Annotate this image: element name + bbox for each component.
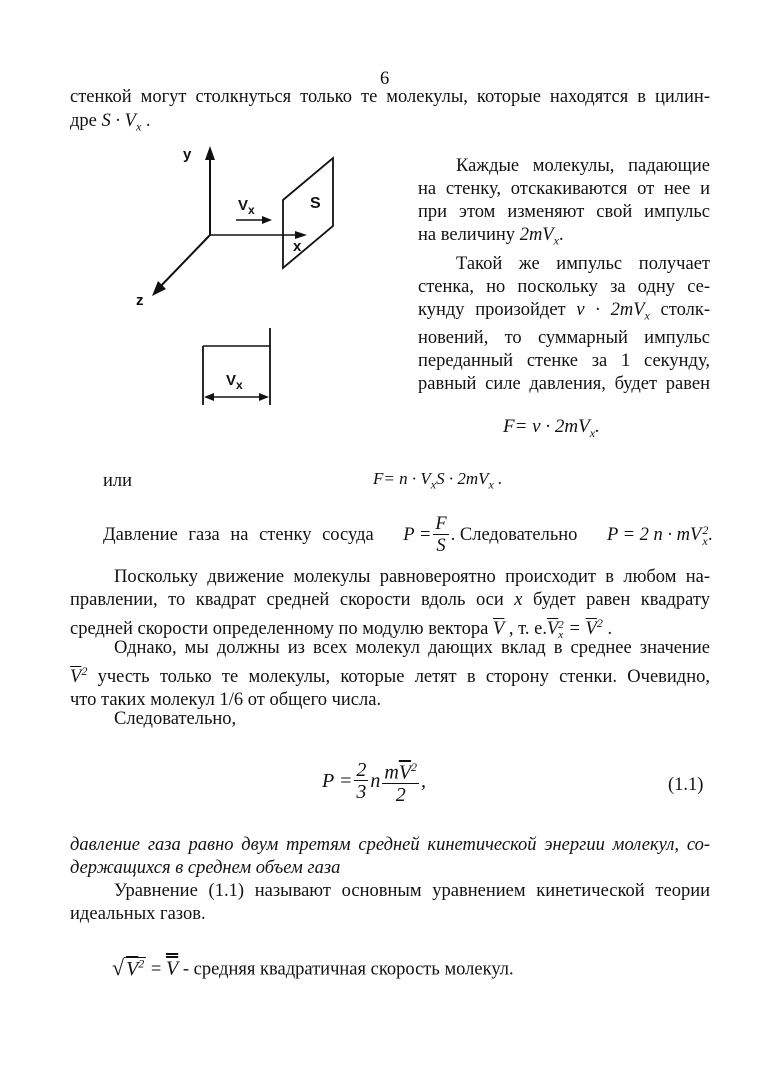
para3-v-sup: 2 bbox=[81, 664, 88, 678]
italic-statement bbox=[70, 834, 710, 880]
intro-line-1: стенкой могут столкнуться только те молекулы, которые находятся в цилин- bbox=[70, 87, 710, 107]
s-label: S bbox=[310, 195, 321, 212]
paragraph-4 bbox=[70, 880, 710, 926]
pressure-formula-2 bbox=[607, 524, 713, 547]
para2-l2-a: правлении, то квадрат средней скорости вдоль оси bbox=[70, 590, 515, 610]
sqrt-symbol: √ bbox=[112, 954, 125, 980]
vx-label-sub: x bbox=[248, 203, 255, 217]
ili-word: или bbox=[103, 471, 133, 491]
para2-eq: = bbox=[563, 619, 586, 640]
paragraph-2 bbox=[70, 566, 710, 641]
formula-force-2 bbox=[373, 469, 502, 492]
pressure-text-2: . Следовательно bbox=[450, 525, 578, 545]
pressure-fraction bbox=[433, 514, 448, 557]
pressure-den: S bbox=[436, 536, 446, 556]
y-axis-arrow bbox=[205, 146, 215, 160]
side-line-7 bbox=[418, 299, 710, 328]
side-l7-text: кунду произойдет bbox=[418, 299, 577, 320]
side-line-10: равный силе давления, будет равен bbox=[418, 374, 710, 395]
formula2-b: S · 2mV bbox=[436, 469, 489, 488]
formula1-main: F= ν · 2mV bbox=[503, 416, 590, 437]
para3-v: $\overline{V}$ bbox=[70, 667, 82, 688]
y-axis-label: y bbox=[183, 146, 192, 163]
pressure-num: F bbox=[435, 514, 447, 534]
pressure-text-1: Давление газа на стенку сосуда bbox=[103, 525, 374, 545]
para3-line-3: что таких молекул 1/6 от общего числа. bbox=[70, 690, 382, 711]
side-text bbox=[418, 155, 710, 396]
vx-label-main: V bbox=[238, 197, 249, 214]
italic-line-1: давление газа равно двум третям средней кинетической энергии молекул, со- bbox=[70, 835, 710, 855]
cyl-dim-right-arrow bbox=[259, 393, 269, 401]
side-l7-sub: x bbox=[644, 308, 650, 323]
z-axis-label: z bbox=[136, 292, 144, 309]
last-v: V bbox=[165, 957, 179, 980]
italic-line-2: держащихся в среднем объем газа bbox=[70, 858, 341, 878]
para2-l2-x: x bbox=[514, 590, 523, 610]
pressure-f2-main: P = 2 n · mV bbox=[606, 525, 702, 545]
pressure-f2-end: . bbox=[708, 525, 713, 545]
wall-s bbox=[283, 158, 333, 268]
main-frac2-v: $\overline{V}$ bbox=[398, 761, 412, 784]
side-l4-text: на величину bbox=[418, 225, 520, 245]
para4-line-2: идеальных газов. bbox=[70, 904, 206, 924]
main-frac2-m: m bbox=[384, 761, 399, 784]
sledovatelno: Следовательно, bbox=[114, 709, 237, 729]
para2-l3-end: . bbox=[602, 619, 613, 640]
main-formula-n: n bbox=[370, 769, 381, 792]
intro-text: дре bbox=[70, 111, 97, 131]
para2-l2-b: будет равен квадрату bbox=[522, 590, 710, 610]
bottom-vx-label bbox=[226, 372, 243, 392]
pressure-formula-1 bbox=[403, 514, 577, 557]
sqrt-sup: 2 bbox=[138, 956, 145, 970]
side-line-6: стенка, но поскольку за одну се- bbox=[418, 276, 710, 297]
last-eq: = bbox=[146, 959, 166, 980]
x-axis-label: x bbox=[293, 238, 302, 255]
side-line-8: новений, то суммарный импульс bbox=[418, 328, 710, 349]
formula2-end: . bbox=[493, 469, 503, 488]
para2-f2-sup: 2 bbox=[596, 616, 603, 630]
side-line-1: Каждые молекулы, падающие bbox=[456, 156, 710, 176]
sqrt-v: V bbox=[126, 957, 139, 980]
side-line-5: Такой же импульс получает bbox=[456, 253, 710, 274]
para2-line-2 bbox=[70, 589, 710, 612]
formula2-a: F= n · V bbox=[373, 469, 431, 488]
para2-f1-sub: x bbox=[558, 628, 564, 641]
para2-line-1: Поскольку движение молекулы равновероятно происходит в любом на- bbox=[114, 567, 710, 587]
para2-l3-v: $\overline{V}$ bbox=[492, 619, 505, 640]
side-line-3: при этом изменяют свой импульс bbox=[418, 202, 710, 222]
main-formula-comma: , bbox=[421, 769, 427, 792]
main-formula-p-eq: P = bbox=[322, 769, 353, 792]
paragraph-3 bbox=[70, 637, 710, 712]
para4-line-1: Уравнение (1.1) называют основным уравнением кинетической теории bbox=[114, 881, 710, 901]
formula1-end: . bbox=[595, 416, 600, 437]
last-line bbox=[112, 952, 514, 982]
z-axis bbox=[157, 235, 210, 290]
para2-l3-a: средней скорости определенному по модулю вектора bbox=[70, 619, 493, 640]
para2-f2: $\overline{V}$ bbox=[585, 619, 597, 640]
bottom-vx-sub: x bbox=[236, 378, 243, 392]
para3-line-1: Однако, мы должны из всех молекул дающих вклад в среднее значение bbox=[114, 638, 710, 658]
main-formula-frac-2 bbox=[382, 757, 419, 806]
pressure-f2-sup: 2 bbox=[702, 522, 709, 537]
side-l4-end: . bbox=[558, 225, 564, 245]
intro-end: . bbox=[141, 111, 151, 131]
bottom-vx-main: V bbox=[226, 372, 237, 389]
side-l7-formula: ν · 2mV bbox=[576, 299, 645, 320]
vx-label bbox=[238, 197, 255, 217]
side-l7-end: столк- bbox=[649, 299, 710, 320]
para2-l3-b: , т. е. bbox=[504, 619, 547, 640]
pressure-f2-sub: x bbox=[702, 533, 708, 548]
main-formula-frac-1 bbox=[354, 760, 368, 803]
main-frac1-den: 3 bbox=[356, 780, 367, 803]
main-frac1-num: 2 bbox=[356, 758, 367, 781]
intro-formula-sub: x bbox=[135, 119, 142, 134]
para2-f1: $\overline{V}$ bbox=[546, 619, 559, 640]
para3-line-2 bbox=[70, 660, 710, 689]
main-frac2-sup: 2 bbox=[411, 760, 418, 774]
side-l4-sub: x bbox=[553, 233, 559, 248]
side-line-9: переданный стенке за 1 секунду, bbox=[418, 351, 710, 372]
pressure-p-eq: P = bbox=[403, 525, 432, 545]
vx-arrowhead bbox=[262, 216, 272, 224]
formula1-sub: x bbox=[589, 425, 596, 440]
main-frac2-num bbox=[382, 757, 419, 784]
side-l4-formula: 2mV bbox=[519, 225, 554, 245]
para2-f1-sup: 2 bbox=[558, 618, 564, 631]
equation-number: (1.1) bbox=[668, 775, 704, 795]
main-formula bbox=[322, 757, 426, 806]
pressure-line bbox=[103, 514, 713, 557]
formula2-a-sub: x bbox=[430, 477, 437, 492]
formula-force-1 bbox=[503, 416, 600, 441]
intro-formula-main: S · V bbox=[101, 111, 136, 131]
para3-l2-b: учесть только те молекулы, которые летят в сторону стенки. Очевидно, bbox=[87, 667, 710, 688]
last-text: - средняя квадратичная скорость молекул. bbox=[178, 959, 514, 980]
formula2-b-sub: x bbox=[488, 477, 494, 492]
side-line-2: на стенку, отскакиваются от нее и bbox=[418, 179, 710, 199]
cyl-dim-left-arrow bbox=[204, 393, 214, 401]
side-line-4 bbox=[418, 224, 710, 253]
main-frac2-den: 2 bbox=[395, 783, 406, 806]
page-number: 6 bbox=[380, 69, 390, 89]
sqrt-expression bbox=[112, 954, 146, 980]
